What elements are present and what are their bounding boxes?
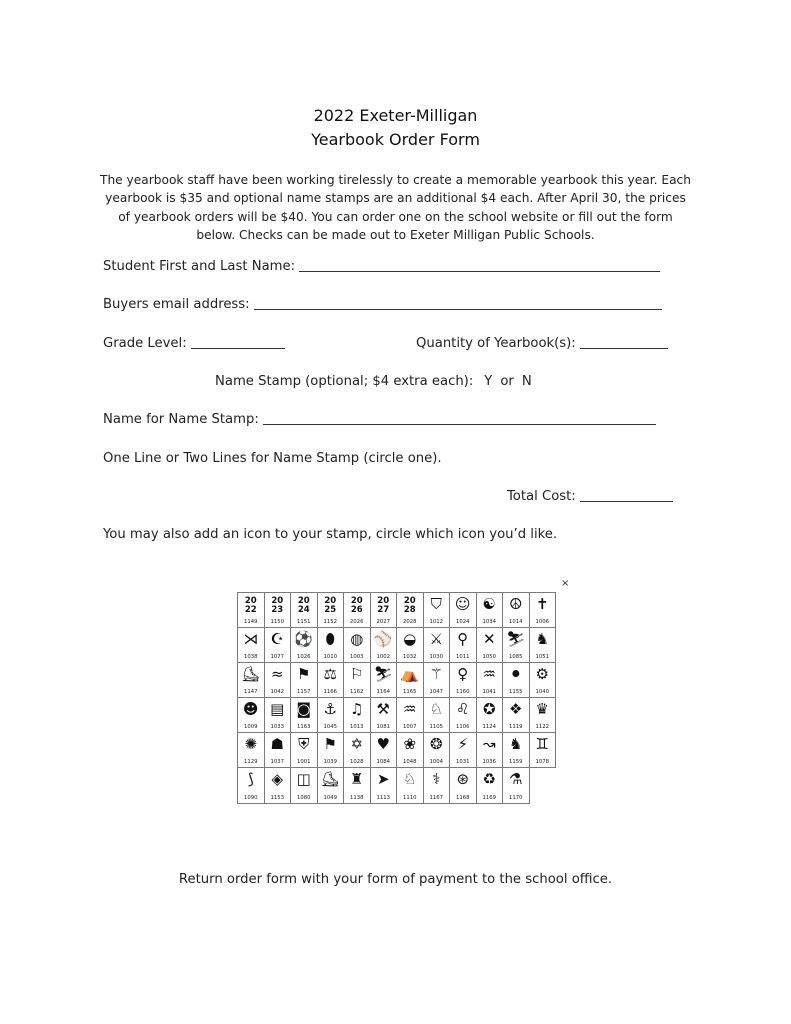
icon-option-1047[interactable] <box>423 662 451 698</box>
icon-option-1078[interactable] <box>529 732 557 768</box>
year-2026-icon: 20 26 <box>350 596 363 615</box>
icon-option-1012[interactable] <box>423 592 451 628</box>
total-cost-field <box>507 489 673 504</box>
stamp-lines-label[interactable]: One Line or Two Lines for Name Stamp (circle one). <box>103 451 442 466</box>
bowling-icon: ⚫ <box>509 665 523 684</box>
icon-code: 1150 <box>270 619 284 626</box>
golf-ball-on-tee-icon: ⚲ <box>457 630 469 649</box>
icon-option-1085[interactable] <box>502 627 530 663</box>
pole-vaulter-icon: ⚑ <box>297 665 311 684</box>
icon-code: 1106 <box>456 724 470 731</box>
icon-option-1152[interactable] <box>317 592 345 628</box>
icon-option-1138[interactable] <box>343 767 371 803</box>
tennis-rackets-icon: ⚔ <box>429 630 443 649</box>
icon-code: 1084 <box>376 759 390 766</box>
icon-option-2028[interactable] <box>396 592 424 628</box>
icon-code: 1036 <box>482 759 496 766</box>
equestrian-icon: ♞ <box>509 735 523 754</box>
icon-option-1049[interactable] <box>317 767 345 803</box>
icon-option-1105[interactable] <box>423 697 451 733</box>
pointe-shoes-icon: ⟆ <box>247 770 254 789</box>
icon-option-1084[interactable] <box>370 732 398 768</box>
icon-code: 1038 <box>244 654 258 661</box>
icon-code: 1003 <box>350 654 364 661</box>
form-title-line-1: 2022 Exeter-Milligan <box>313 106 478 125</box>
icon-code: 2026 <box>350 619 364 626</box>
icon-option-1113[interactable] <box>370 767 398 803</box>
name-stamp-no[interactable]: N <box>521 374 532 389</box>
year-2023-icon: 20 23 <box>271 596 284 615</box>
icon-chart <box>237 592 555 838</box>
icon-option-1004[interactable] <box>423 732 451 768</box>
icon-option-1014[interactable] <box>502 592 530 628</box>
icon-option-1040[interactable] <box>529 662 557 698</box>
name-stamp-yes[interactable]: Y <box>484 374 493 389</box>
icon-code: 1170 <box>509 794 523 801</box>
icon-code: 1110 <box>403 794 417 801</box>
icon-option-1039[interactable] <box>317 732 345 768</box>
icon-code: 1160 <box>456 689 470 696</box>
icon-option-1031[interactable] <box>449 732 477 768</box>
eagle-head-icon: ➤ <box>376 770 390 789</box>
stamp-name-field <box>103 412 656 427</box>
icon-code: 1138 <box>350 794 364 801</box>
icon-option-1165[interactable] <box>396 662 424 698</box>
icon-code: 2027 <box>376 619 390 626</box>
cowboy-boot-icon: ⛸ <box>320 770 340 789</box>
wrestlers-icon: ♞ <box>535 630 549 649</box>
star-of-david-icon: ✡ <box>350 735 364 754</box>
icon-option-1006[interactable] <box>529 592 557 628</box>
icon-code: 1037 <box>270 759 284 766</box>
caduceus-icon: ⚕ <box>432 770 441 789</box>
icon-code: 1153 <box>270 794 284 801</box>
cross-icon: ✝ <box>535 595 549 613</box>
quantity-blank[interactable] <box>580 347 668 349</box>
icon-option-1042[interactable] <box>264 662 292 698</box>
icon-code: 1026 <box>297 654 311 661</box>
icon-option-1045[interactable] <box>317 697 345 733</box>
icon-option-1003[interactable] <box>343 627 371 663</box>
icon-option-1038[interactable] <box>237 627 265 663</box>
icon-code: 1162 <box>350 689 364 696</box>
intro-paragraph: The yearbook staff have been working tirelessly to create a memorable yearbook this year. Each yearbook is $35 and optional name stamps are an additional $4 each. After April 30, the prices of yearbook orders will be $40. You can order one on the school website or fill out the form below. Checks can be made out to Exeter Milligan Public Schools. <box>100 173 691 242</box>
christian-fish-icon: ⋊ <box>243 630 259 649</box>
waving-flag-icon: ⚑ <box>323 735 337 754</box>
axe-icon: ⚒ <box>376 700 390 719</box>
icon-code: 1168 <box>456 794 470 801</box>
icon-code: 1129 <box>244 759 258 766</box>
icon-option-1167[interactable] <box>423 767 451 803</box>
mustang-icon: ♘ <box>403 770 417 789</box>
icon-code: 1031 <box>456 759 470 766</box>
year-2025-icon: 20 25 <box>324 596 337 615</box>
icon-option-1166[interactable] <box>317 662 345 698</box>
icon-option-1150[interactable] <box>264 592 292 628</box>
icon-option-1081[interactable] <box>370 697 398 733</box>
icon-code: 1165 <box>403 689 417 696</box>
year-2028-icon: 20 28 <box>403 596 416 615</box>
icon-option-1169[interactable] <box>476 767 504 803</box>
gymnast-icon: ⚚ <box>429 665 443 684</box>
wolf-icon: ❖ <box>509 700 523 719</box>
icon-option-1026[interactable] <box>290 627 318 663</box>
lacrosse-sticks-icon: ✕ <box>482 630 496 649</box>
icon-code: 1047 <box>429 689 443 696</box>
star-and-crescent-icon: ☪ <box>270 630 284 649</box>
dragon-icon: ♜ <box>350 770 364 789</box>
quantity-label: Quantity of Yearbook(s): <box>416 336 576 351</box>
icon-code: 1077 <box>270 654 284 661</box>
icon-option-1077[interactable] <box>264 627 292 663</box>
icon-option-2027[interactable] <box>370 592 398 628</box>
icon-option-1028[interactable] <box>343 732 371 768</box>
total-cost-label: Total Cost: <box>507 489 576 504</box>
icon-code: 1113 <box>376 794 390 801</box>
icon-option-1013[interactable] <box>343 697 371 733</box>
icon-code: 1085 <box>509 654 523 661</box>
icon-code: 1081 <box>376 724 390 731</box>
hockey-player-icon: ⛸ <box>241 665 261 684</box>
icon-code: 1002 <box>376 654 390 661</box>
bulldog-icon: ✺ <box>244 735 258 754</box>
icon-option-1122[interactable] <box>529 697 557 733</box>
ffa-emblem-icon: ⊛ <box>456 770 470 789</box>
name-stamp-label: Name Stamp (optional; $4 extra each): <box>215 374 474 389</box>
student-name-blank[interactable] <box>299 270 660 272</box>
icon-option-2026[interactable] <box>343 592 371 628</box>
icon-option-1110[interactable] <box>396 767 424 803</box>
icon-code: 1159 <box>509 759 523 766</box>
close-mark: × <box>561 578 570 589</box>
icon-option-1160[interactable] <box>449 662 477 698</box>
icon-code: 1040 <box>535 689 549 696</box>
icon-option-1011[interactable] <box>449 627 477 663</box>
stamp-name-blank[interactable] <box>263 423 656 425</box>
skier-icon: ⛷ <box>373 665 393 684</box>
cheerleader-icon: ♀ <box>457 665 469 684</box>
icon-option-1009[interactable] <box>237 697 265 733</box>
graduation-cap-icon: ☗ <box>270 735 284 754</box>
student-name-field <box>103 259 660 274</box>
icon-instruction <box>103 527 557 542</box>
icon-code: 1006 <box>535 619 549 626</box>
science-icon: ⚗ <box>509 770 523 789</box>
icon-option-1149[interactable] <box>237 592 265 628</box>
icon-option-1155[interactable] <box>502 662 530 698</box>
icon-code: 1009 <box>244 724 258 731</box>
icon-code: 1033 <box>270 724 284 731</box>
icon-code: 1105 <box>429 724 443 731</box>
year-2024-icon: 20 24 <box>297 596 310 615</box>
icon-code: 1004 <box>429 759 443 766</box>
icon-option-1010[interactable] <box>317 627 345 663</box>
yin-yang-icon: ☯ <box>482 595 496 613</box>
icon-option-1080[interactable] <box>290 767 318 803</box>
icon-code: 1048 <box>403 759 417 766</box>
quantity-field <box>416 336 668 351</box>
icon-code: 1169 <box>482 794 496 801</box>
drama-masks-icon: ☻ <box>242 700 259 719</box>
icon-code: 1049 <box>323 794 337 801</box>
compass-diamond-icon: ◈ <box>271 770 284 789</box>
football-icon: ⬮ <box>325 630 335 649</box>
stamp-lines-instruction <box>103 451 442 466</box>
icon-code: 1078 <box>535 759 549 766</box>
icon-option-1050[interactable] <box>476 627 504 663</box>
name-stamp-or: or <box>500 374 514 389</box>
dancers-icon: ♊ <box>535 735 549 754</box>
icon-code: 1090 <box>244 794 258 801</box>
icon-code: 1163 <box>297 724 311 731</box>
icon-option-1162[interactable] <box>343 662 371 698</box>
track-shoe-icon: ⚡ <box>457 735 469 754</box>
icon-code: 1119 <box>509 724 523 731</box>
recycle-icon: ♻ <box>482 770 496 789</box>
icon-option-1024[interactable] <box>449 592 477 628</box>
icon-code: 1011 <box>456 654 470 661</box>
icon-option-1036[interactable] <box>476 732 504 768</box>
icon-option-1170[interactable] <box>502 767 530 803</box>
icon-code: 1166 <box>323 689 337 696</box>
icon-code: 1010 <box>323 654 337 661</box>
icon-code: 1155 <box>509 689 523 696</box>
icon-code: 1167 <box>429 794 443 801</box>
icon-option-1153[interactable] <box>264 767 292 803</box>
icon-option-1002[interactable] <box>370 627 398 663</box>
horse-icon: ♘ <box>429 700 443 719</box>
music-note-icon: ♫ <box>350 700 364 719</box>
icon-code: 1157 <box>297 689 311 696</box>
icon-code: 1014 <box>509 619 523 626</box>
icon-option-1157[interactable] <box>290 662 318 698</box>
icon-code: 1034 <box>482 619 496 626</box>
icon-code: 1041 <box>482 689 496 696</box>
icon-code: 1042 <box>270 689 284 696</box>
paw-print-icon: ❀ <box>403 735 417 754</box>
year-2022-icon: 20 22 <box>244 596 257 615</box>
icon-code: 1152 <box>323 619 337 626</box>
grade-level-blank[interactable] <box>191 347 285 349</box>
crest-shield-icon: ⛨ <box>298 735 310 754</box>
runner-icon: ⚐ <box>350 665 364 684</box>
icon-code: 1012 <box>429 619 443 626</box>
grade-level-label: Grade Level: <box>103 336 187 351</box>
icon-code: 1147 <box>244 689 258 696</box>
icon-option-1124[interactable] <box>476 697 504 733</box>
icon-code: 1050 <box>482 654 496 661</box>
icon-code: 1007 <box>403 724 417 731</box>
icon-option-1147[interactable] <box>237 662 265 698</box>
peace-sign-icon: ☮ <box>509 595 523 613</box>
icon-option-1129[interactable] <box>237 732 265 768</box>
icon-code: 1149 <box>244 619 258 626</box>
name-stamp-option <box>215 374 532 389</box>
icon-option-1007[interactable] <box>396 697 424 733</box>
icon-option-1032[interactable] <box>396 627 424 663</box>
icon-option-1048[interactable] <box>396 732 424 768</box>
paint-palette-icon: ⚙ <box>535 665 549 684</box>
cross-country-icon: ↝ <box>482 735 496 754</box>
total-cost-blank[interactable] <box>580 500 673 502</box>
icon-code: 1164 <box>376 689 390 696</box>
form-title-line-2: Yearbook Order Form <box>311 130 480 149</box>
email-field <box>103 297 662 312</box>
basketball-icon: ◍ <box>350 630 364 649</box>
weightlifter-icon: ⚖ <box>323 665 337 684</box>
hornet-icon: ✪ <box>482 700 496 719</box>
icon-code: 1045 <box>323 724 337 731</box>
email-label: Buyers email address: <box>103 297 250 312</box>
icon-option-1159[interactable] <box>502 732 530 768</box>
icon-option-1163[interactable] <box>290 697 318 733</box>
icon-code: 1151 <box>297 619 311 626</box>
icon-option-1030[interactable] <box>423 627 451 663</box>
stamp-name-label: Name for Name Stamp: <box>103 412 259 427</box>
icon-code: 1013 <box>350 724 364 731</box>
camera-icon: ◙ <box>296 700 312 719</box>
icon-option-1001[interactable] <box>290 732 318 768</box>
icon-code: 1124 <box>482 724 496 731</box>
icon-code: 1030 <box>429 654 443 661</box>
icon-code: 1032 <box>403 654 417 661</box>
heart-icon: ♥ <box>376 735 390 754</box>
field-hockey-player-icon: ⛷ <box>506 630 526 649</box>
indian-chief-icon: ♛ <box>535 700 549 719</box>
icon-option-1119[interactable] <box>502 697 530 733</box>
dolphin-icon: ♒ <box>403 700 417 719</box>
icon-code: 1028 <box>350 759 364 766</box>
icon-code: 1051 <box>535 654 549 661</box>
icon-option-1034[interactable] <box>476 592 504 628</box>
anchor-icon: ⚓ <box>323 700 337 719</box>
grade-level-field <box>103 336 285 351</box>
icon-option-1090[interactable] <box>237 767 265 803</box>
dancer-icon: ♒ <box>482 665 496 684</box>
icon-option-1051[interactable] <box>529 627 557 663</box>
computer-icon: ▤ <box>270 700 285 719</box>
bulldog-head-icon: ❂ <box>429 735 443 754</box>
swimmer-icon: ≈ <box>270 665 284 684</box>
icon-option-1033[interactable] <box>264 697 292 733</box>
icon-option-1168[interactable] <box>449 767 477 803</box>
icon-code: 1080 <box>297 794 311 801</box>
icon-option-1151[interactable] <box>290 592 318 628</box>
icon-code: 2028 <box>403 619 417 626</box>
drum-icon: ◫ <box>296 770 311 789</box>
icon-code: 1024 <box>456 619 470 626</box>
shield-icon: ⛉ <box>430 595 442 613</box>
icon-code: 1122 <box>535 724 549 731</box>
icon-option-1037[interactable] <box>264 732 292 768</box>
snowboarder-icon: ⛺ <box>400 665 420 684</box>
icon-code: 1001 <box>297 759 311 766</box>
lion-icon: ♌ <box>456 700 470 719</box>
icon-code: 1039 <box>323 759 337 766</box>
footer-instruction: Return order form with your form of payment to the school office. <box>178 872 613 887</box>
soccer-ball-icon: ⚽ <box>294 630 314 649</box>
baseball-icon: ⚾ <box>373 630 393 649</box>
icon-instruction-text: You may also add an icon to your stamp, circle which icon you’d like. <box>103 527 558 542</box>
volleyball-icon: ◒ <box>403 630 417 649</box>
icon-option-1041[interactable] <box>476 662 504 698</box>
email-blank[interactable] <box>254 308 662 310</box>
year-2027-icon: 20 27 <box>377 596 390 615</box>
icon-option-1106[interactable] <box>449 697 477 733</box>
icon-option-1164[interactable] <box>370 662 398 698</box>
student-name-label: Student First and Last Name: <box>103 259 296 274</box>
smiley-face-icon: ☺ <box>454 595 471 613</box>
